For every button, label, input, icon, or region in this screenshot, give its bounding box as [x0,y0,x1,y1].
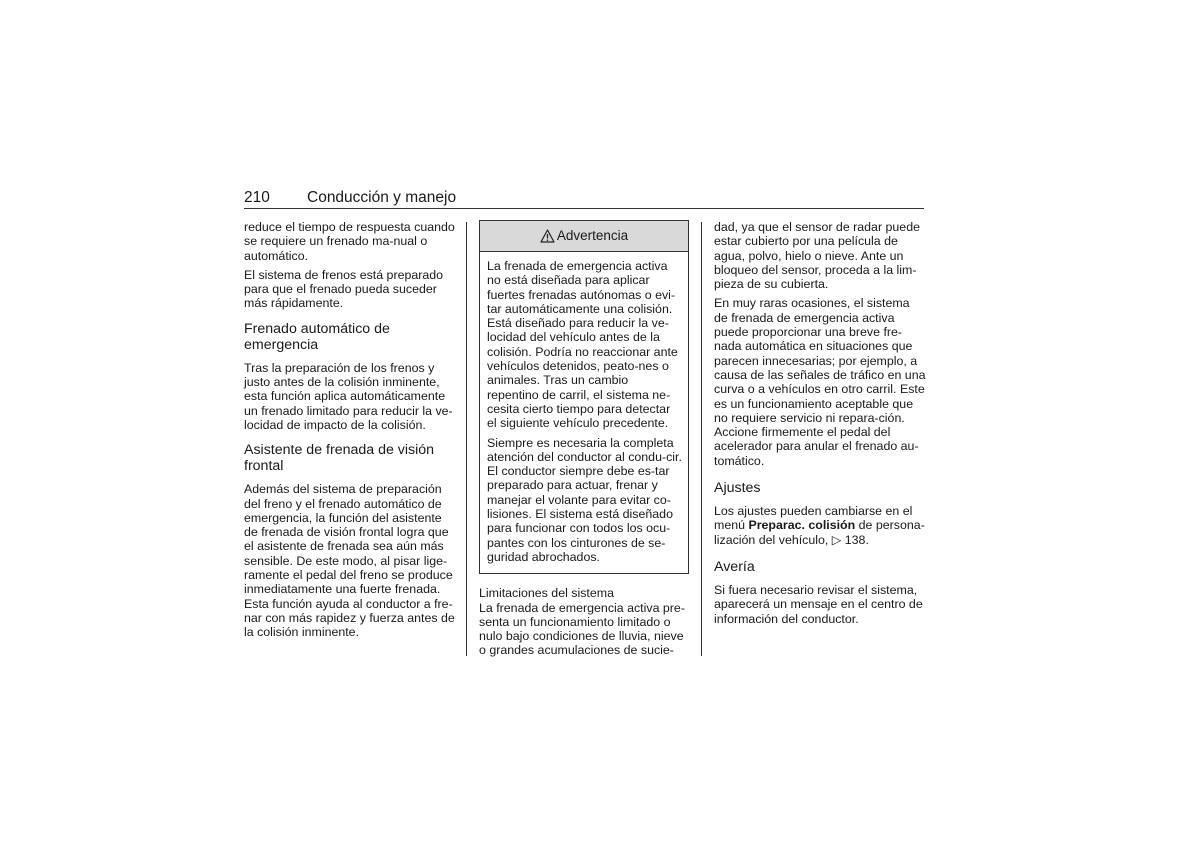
menu-name: Preparac. colisión [748,518,856,533]
subheading: Limitaciones del sistema [479,586,614,601]
section-heading: Ajustes [714,480,761,497]
page-header [244,189,924,209]
paragraph: reduce el tiempo de respuesta cuando se requiere un frenado ma-nual o automático. [244,220,455,263]
column-divider [701,222,702,656]
paragraph: La frenada de emergencia activa pre-senta un funcionamiento limitado o nulo bajo condiciones de lluvia, nieve o grandes acumulaciones de sucie- [479,600,685,658]
warning-paragraph: La frenada de emergencia activa no está diseñada para aplicar fuertes frenadas autónomas o evi-tar automáticamente una colisión. Está diseñado para reducir la ve-locidad del vehículo antes de la colisión. Podría no reaccionar ante vehículos detenidos, peato-nes o animales. Tras un cambio repentino de carril, el sistema ne-cesita cierto tiempo para detectar el siguiente vehículo precedente. [487,259,678,431]
text-run: Los ajustes pueden cambiarse en el menú [714,504,913,533]
paragraph: dad, ya que el sensor de radar puede estar cubierto por una película de agua, polvo, hielo o nieve. Ante un bloqueo del sensor, proceda a la lim-pieza de su cubierta. [714,220,920,292]
column-right [714,220,926,631]
chapter-title: Conducción y manejo [307,189,457,206]
warning-header [480,221,688,252]
section-heading: Avería [714,558,755,575]
text-run: de persona-lización del vehículo, [714,518,925,547]
paragraph: Además del sistema de preparación del freno y el frenado automático de emergencia, la función del asistente de frenada de visión frontal logra que el asistente de frenada sea aún más sensible. De este modo, al pisar lige-ramente el pedal del freno se produce inmediatamente una fuerte frenada. Esta función ayuda al conductor a fre-nar con más rapidez y fuerza antes de la colisión inminente. [244,482,455,640]
paragraph: El sistema de frenos está preparado para que el frenado pueda suceder más rápidamente. [244,267,444,311]
page-reference-arrow-icon: ▷ [831,532,845,547]
paragraph [714,504,926,547]
header-rule [244,208,924,209]
paragraph: Si fuera necesario revisar el sistema, aparecerá un mensaje en el centro de información del conductor. [714,582,923,626]
paragraph: Tras la preparación de los frenos y justo antes de la colisión inminente, esta función aplica automáticamente un frenado limitado para reducir la ve-locidad de impacto de la colisión. [244,360,453,432]
section-heading: Frenado automático de emergencia [244,320,390,353]
warning-body [480,252,688,573]
warning-paragraph: Siempre es necesaria la completa atención del conductor al condu-cir. El conductor siempre debe es-tar preparado para actuar, frenar y manejar el volante para evitar co-lisiones. El sistema está diseñado para funcionar con todos los ocu-pantes con los cinturones de se-guridad abrochados. [487,435,682,564]
warning-triangle-icon [540,229,555,243]
column-middle [479,220,689,663]
page-number: 210 [244,189,270,206]
column-left [244,220,456,645]
page-reference[interactable]: 138. [844,532,869,547]
column-divider [466,222,467,656]
warning-box [479,220,689,574]
warning-title: Advertencia [556,227,629,243]
paragraph: En muy raras ocasiones, el sistema de frenada de emergencia activa puede proporcionar una breve fre-nada automática en situaciones que parecen innecesarias; por ejemplo, a causa de las señales de tráfico en una curva o a vehículos en otro carril. Este es un funcionamiento aceptable que no requiere servicio ni repara-ción. Accione firmemente el pedal del acelerador para anular el frenado au-tomático. [714,296,926,468]
section-heading: Asistente de frenada de visión frontal [244,442,435,475]
